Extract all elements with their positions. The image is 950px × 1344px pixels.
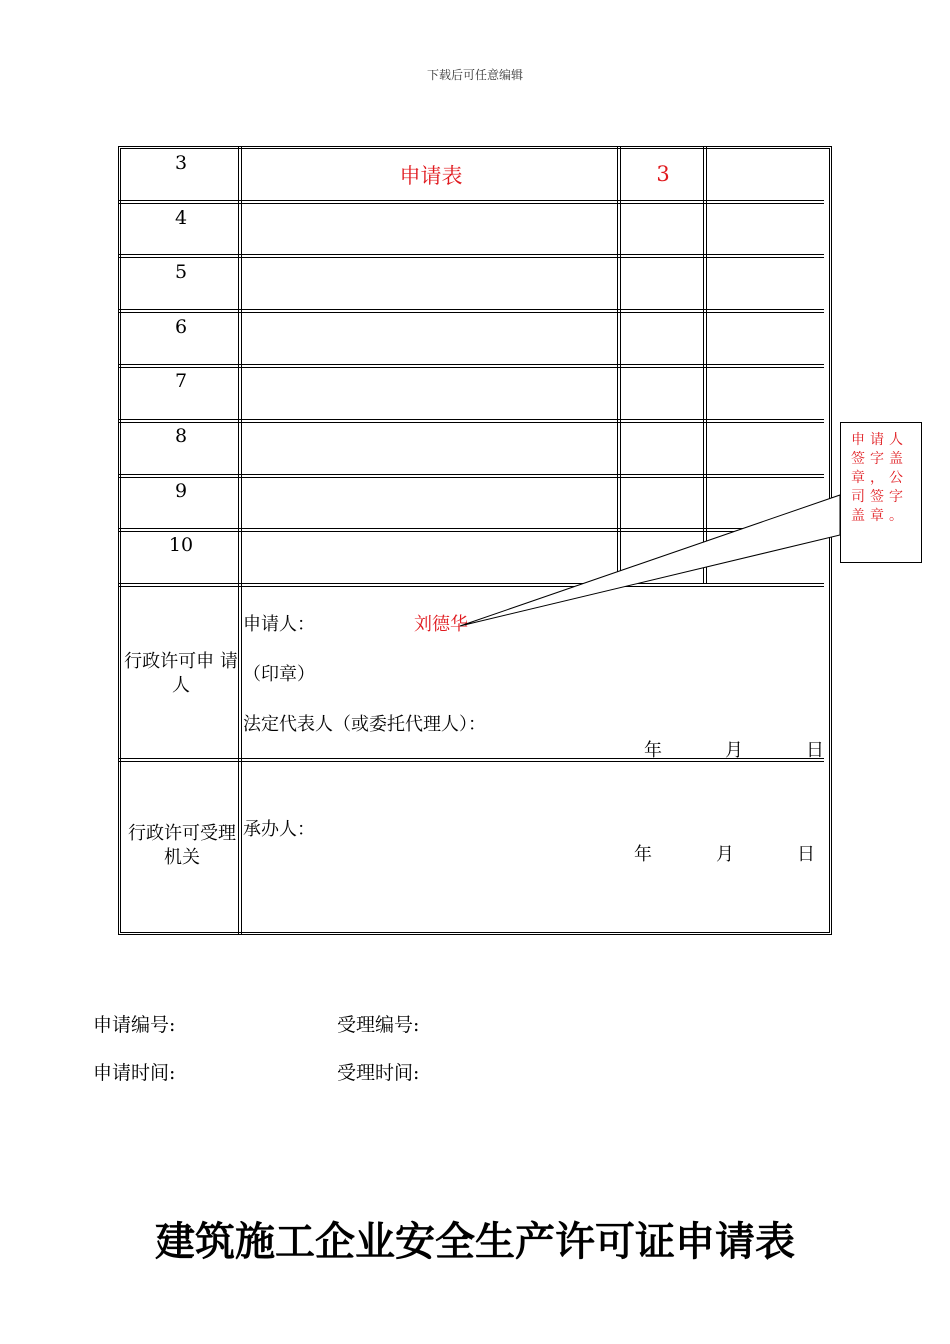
seal-label: （印章）: [243, 664, 315, 685]
row-number: 9: [174, 480, 188, 502]
application-number-label: 申请编号:: [93, 1014, 176, 1036]
row-number: 4: [174, 207, 188, 229]
legal-representative-label: 法定代表人（或委托代理人）：: [243, 714, 486, 735]
document-name: 申请表: [399, 164, 463, 188]
row-number: 3: [174, 152, 188, 174]
acceptance-number-label: 受理编号:: [337, 1014, 420, 1036]
row-number: 8: [174, 425, 188, 447]
applicant-year: 年: [644, 740, 662, 761]
application-time-label: 申请时间:: [93, 1062, 176, 1084]
header-note: 下载后可任意编辑: [426, 68, 523, 82]
applicant-day: 日: [806, 740, 824, 761]
authority-section-label: 行政许可受理机关: [128, 823, 236, 868]
document-count: 3: [656, 162, 670, 186]
authority-year: 年: [634, 844, 652, 865]
row-number: 6: [174, 316, 188, 338]
applicant-section-label: 行政许可申 请人: [124, 651, 238, 696]
applicant-name: 刘德华: [414, 614, 468, 635]
authority-month: 月: [716, 844, 734, 865]
handler-label: 承办人：: [243, 819, 315, 840]
applicant-label: 申请人：: [243, 614, 315, 635]
applicant-month: 月: [725, 740, 743, 761]
row-number: 7: [174, 370, 188, 392]
row-number: 5: [174, 261, 188, 283]
row-number: 10: [168, 534, 194, 556]
acceptance-time-label: 受理时间:: [337, 1062, 420, 1084]
page-title: 建筑施工企业安全生产许可证申请表: [155, 1218, 795, 1265]
signature-callout: 申请人签字盖章，公司签字盖章。: [840, 422, 922, 563]
authority-day: 日: [797, 844, 815, 865]
